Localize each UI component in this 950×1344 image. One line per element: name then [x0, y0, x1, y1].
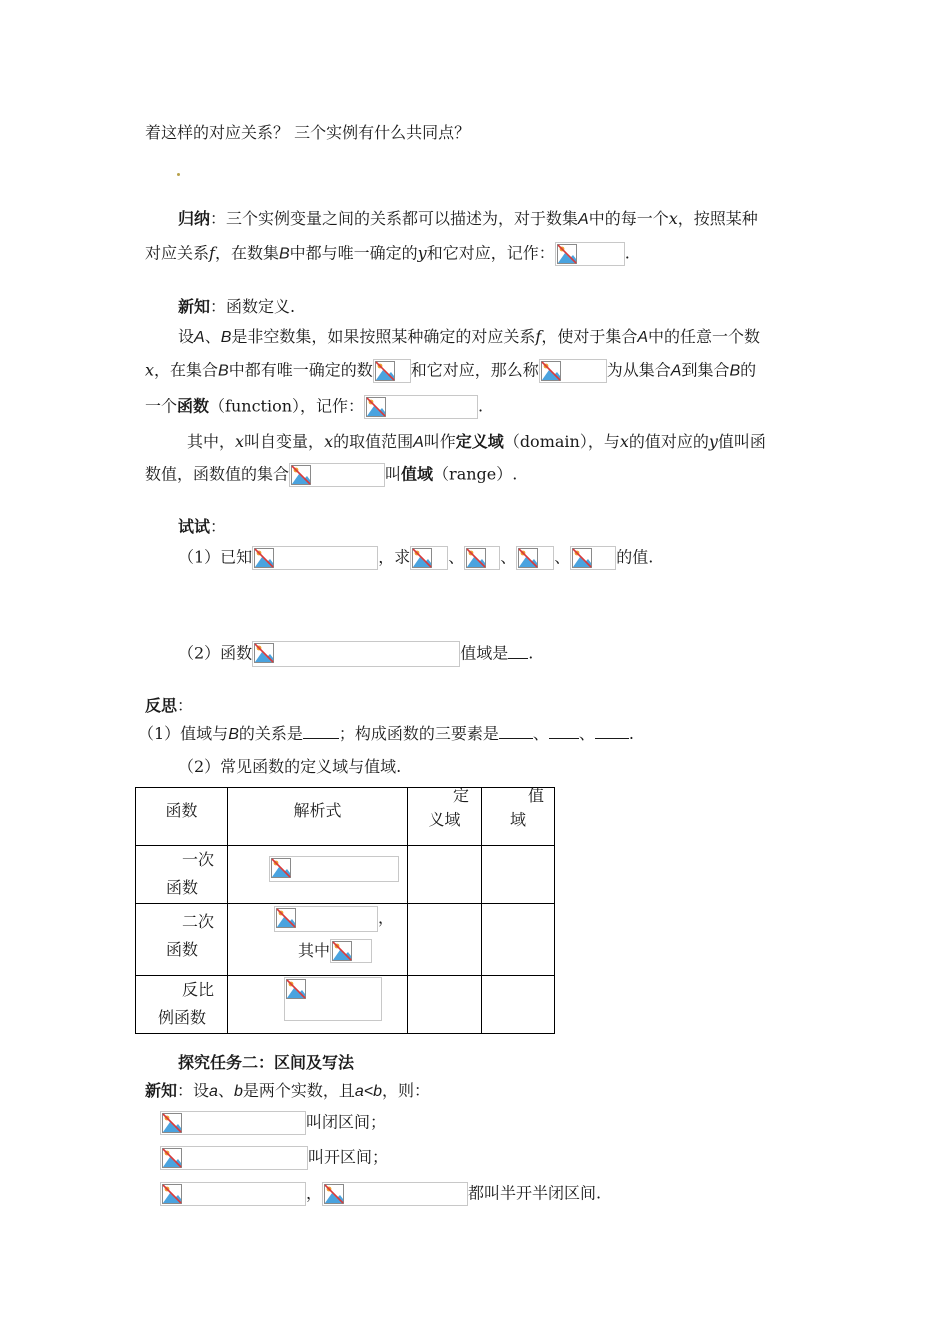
- row-range: [482, 846, 555, 904]
- formula-image-icon: [373, 359, 411, 383]
- reflect-title: 反思：: [145, 696, 194, 715]
- formula-image-icon: [160, 1182, 306, 1206]
- table-row: [136, 976, 555, 1034]
- row-expr: ， 其中: [228, 904, 408, 976]
- formula-image-icon: [322, 1182, 468, 1206]
- row-domain: [408, 846, 482, 904]
- tryit-question-2: （2）函数 值域是 .: [178, 641, 533, 667]
- interval-closed: 叫闭区间；: [160, 1111, 386, 1135]
- table-header-row: [136, 788, 555, 846]
- intro-paragraph: 着这样的对应关系？ 三个实例有什么共同点？: [145, 123, 471, 142]
- formula-image-icon: [570, 546, 616, 570]
- reflect-question-1: （1）值域与B的关系是 ；构成函数的三要素是 、 、 .: [138, 724, 635, 743]
- formula-image-icon: [364, 395, 478, 419]
- row-range: [482, 904, 555, 976]
- definition-label: 新知: [178, 299, 211, 316]
- tryit-question-1: （1）已知 ，求 、 、 、 的值.: [178, 546, 653, 570]
- row-name: 反比 例函数: [136, 976, 228, 1034]
- stray-dot: [177, 173, 180, 176]
- reflect-label: 反思: [145, 698, 178, 715]
- table-row: [136, 846, 555, 904]
- answer-blank: [499, 724, 533, 739]
- tryit-title: 试试：: [178, 517, 227, 536]
- task2-title: 探究任务二：区间及写法: [178, 1055, 355, 1072]
- answer-blank: [549, 724, 579, 739]
- header-range: 值 域: [482, 788, 555, 846]
- definition-line-5: 数值，函数值的集合 叫值域（range）.: [145, 463, 517, 487]
- answer-blank: [595, 724, 629, 739]
- formula-image-icon: [269, 856, 399, 882]
- row-name: 二次 函数: [136, 904, 228, 976]
- function-table: [135, 787, 555, 1034]
- summary-label: 归纳: [178, 211, 211, 228]
- row-expr: [228, 976, 408, 1034]
- definition-line-4: 其中，x叫自变量，x的取值范围A叫作定义域（domain），与x的值对应的y值叫函: [187, 432, 766, 451]
- formula-image-icon: [252, 546, 378, 570]
- formula-image-icon: [284, 977, 382, 1021]
- row-expr: [228, 846, 408, 904]
- interval-intro: 新知：设a、b是两个实数，且a<b，则：: [145, 1081, 431, 1100]
- tryit-label: 试试: [178, 519, 211, 536]
- row-name: 一次 函数: [136, 846, 228, 904]
- table-row: [136, 904, 555, 976]
- answer-blank: [508, 644, 528, 659]
- row-domain: [408, 976, 482, 1034]
- row-domain: [408, 904, 482, 976]
- summary-line-2: 对应关系f，在数集B中都与唯一确定的y和它对应，记作： .: [145, 242, 630, 266]
- answer-blank: [303, 724, 339, 739]
- definition-line-3: 一个函数（function），记作： .: [145, 395, 483, 419]
- header-domain: 定 义域: [408, 788, 482, 846]
- definition-title: 新知：函数定义.: [178, 297, 296, 316]
- interval-label: 新知: [145, 1083, 178, 1100]
- interval-open: 叫开区间；: [160, 1146, 388, 1170]
- formula-image-icon: [555, 242, 625, 266]
- summary-line-1: 归纳：三个实例变量之间的关系都可以描述为，对于数集A中的每一个x，按照某种: [178, 209, 758, 228]
- definition-line-1: 设A、B是非空数集，如果按照某种确定的对应关系f，使对于集合A中的任意一个数: [178, 327, 761, 346]
- reflect-question-2: （2）常见函数的定义域与值域.: [178, 757, 402, 776]
- definition-line-2: x，在集合B中都有唯一确定的数 和它对应，那么称 为从集合A到集合B的: [145, 359, 756, 383]
- formula-image-icon: [516, 546, 554, 570]
- row-range: [482, 976, 555, 1034]
- formula-image-icon: [160, 1146, 308, 1170]
- formula-image-icon: [410, 546, 448, 570]
- header-expr: 解析式: [228, 788, 408, 846]
- header-func: 函数: [136, 788, 228, 846]
- formula-image-icon: [539, 359, 607, 383]
- formula-image-icon: [252, 641, 460, 667]
- formula-image-icon: [274, 906, 378, 932]
- interval-half: ， 都叫半开半闭区间.: [160, 1182, 601, 1206]
- formula-image-icon: [289, 463, 385, 487]
- formula-image-icon: [330, 939, 372, 963]
- formula-image-icon: [464, 546, 500, 570]
- formula-image-icon: [160, 1111, 306, 1135]
